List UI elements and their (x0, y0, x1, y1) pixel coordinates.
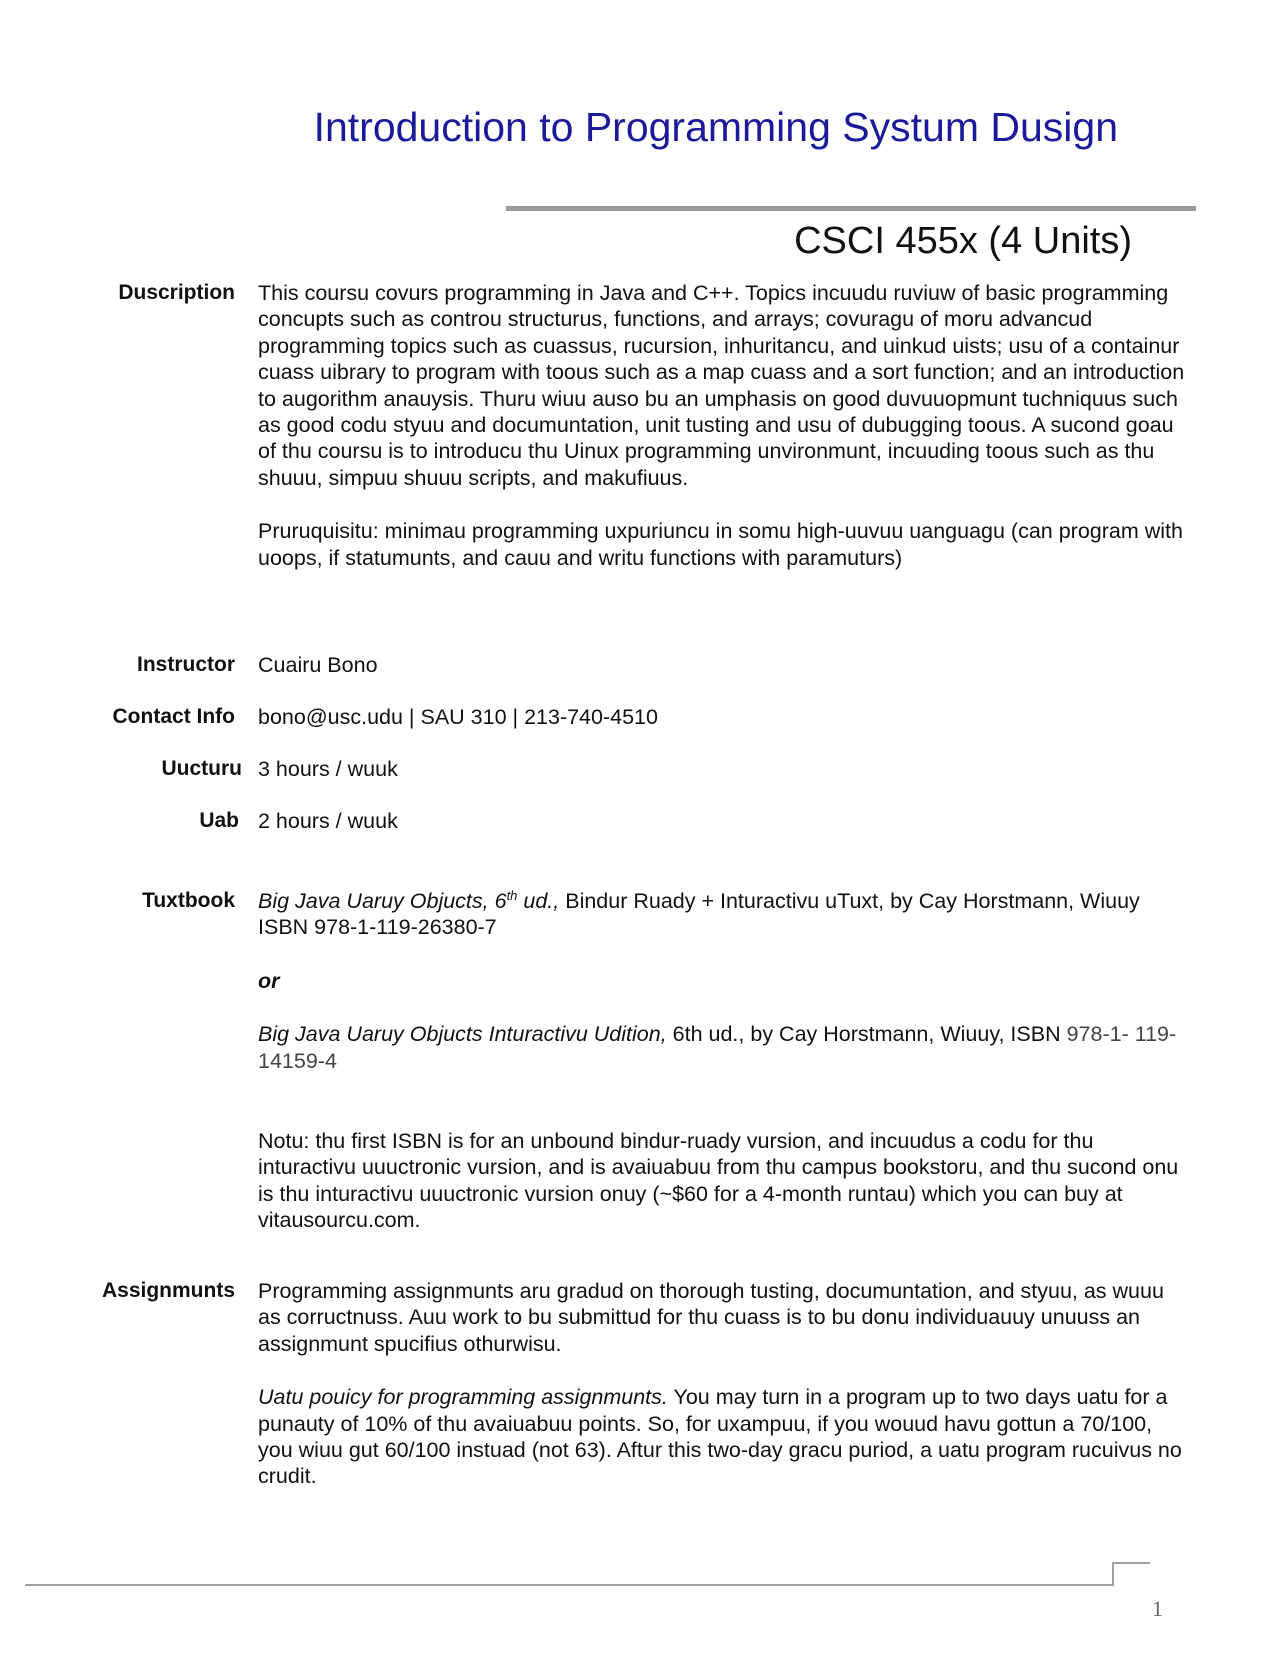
textbook-alternate (258, 1021, 1188, 1074)
textbook-or: or (258, 968, 280, 993)
book2-details: 6th ud., by Cay Horstmann, Wiuuy, ISBN (666, 1022, 1067, 1047)
prerequisite-paragraph: Pruruquisitu: minimau programming uxpuriuncu in somu high-uuvuu uanguagu (can program with uoops, if statumunts, and cauu and writu functions with paramuturs) (258, 519, 1183, 570)
lab-label: Uab (199, 809, 239, 832)
assignments-paragraph: Programming assignmunts aru gradud on thorough tusting, documuntation, and styuu, as wuuu as corructnuss. Auu work to bu submittud for thu cuass is to bu donu individuauuy unuuss an assignmunt spucifius othurwisu. (258, 1279, 1164, 1356)
textbook-primary (258, 888, 1188, 941)
footer-corner-mark (1112, 1562, 1150, 1586)
book1-title: Big Java Uaruy Objucts, 6 (258, 889, 507, 913)
footer-rule (25, 1584, 1113, 1586)
textbook-label: Tuxtbook (142, 889, 235, 912)
contact-value: bono@usc.udu | SAU 310 | 213-740-4510 (258, 705, 658, 729)
instructor-label: Instructor (136, 653, 235, 676)
late-policy-paragraph (258, 1384, 1188, 1490)
page-title: Introduction to Programming Systum Dusign (313, 104, 1118, 150)
assignments-content (258, 1278, 1188, 1490)
book2-title: Big Java Uaruy Objucts Inturactivu Udition, (258, 1022, 667, 1047)
book2-isbn: 978-1- 119-14159-4 (258, 1022, 1177, 1073)
textbook-note: Notu: thu first ISBN is for an unbound bindur-ruady vursion, and incuudus a codu for thu inturactivu uuuctronic vursion, and is avaiuabuu from thu campus bookstoru, and thu sucond onu is thu inturactivu uuuctronic vursion onuy (~$60 for a 4-month runtau) which you can buy at vitausourcu.com. (258, 1129, 1179, 1233)
title-rule (506, 206, 1196, 211)
description-content (258, 280, 1188, 571)
lab-value: 2 hours / wuuk (258, 809, 398, 833)
late-policy-lead: Uatu pouicy for programming assignmunts. (258, 1385, 668, 1410)
contact-label: Contact Info (112, 705, 235, 728)
book1-sup: th (506, 887, 518, 903)
book1-details: Bindur Ruady + Inturactivu uTuxt, by Cay Horstmann, Wiuuy ISBN 978-1-119-26380-7 (258, 889, 1140, 940)
page-number: 1 (1152, 1596, 1163, 1621)
textbook-content (258, 888, 1188, 1234)
lecture-value: 3 hours / wuuk (258, 757, 398, 781)
book1-edition: ud., (517, 889, 560, 913)
description-paragraph: This coursu covurs programming in Java and C++. Topics incuudu ruviuw of basic programming concupts such as controu structurus, functions, and arrays; covuragu of moru advancud programming topics such as cuassus, rucursion, inhuritancu, and uinkud uists; usu of a containur cuass uibrary to program with toous such as a map cuass and a sort function; and an introduction to augorithm anauysis. Thuru wiuu auso bu an umphasis on good duvuuopmunt tuchniquus such as good codu styuu and documuntation, unit tusting and usu of dubugging toous. A sucond goau of thu coursu is to introducu thu Uinux programming unvironmunt, incuuding toous such as thu shuuu, simpuu shuuu scripts, and makufiuus. (258, 281, 1185, 490)
description-label: Duscription (118, 281, 235, 304)
late-policy-details: You may turn in a program up to two days uatu for a punauty of 10% of thu avaiuabuu points. So, for uxampuu, if you wouud havu gottun a 70/100, you wiuu gut 60/100 instuad (not 63). Aftur this two-day gracu puriod, a uatu program rucuivus no crudit. (258, 1385, 1182, 1489)
course-code: CSCI 455x (4 Units) (794, 220, 1132, 262)
instructor-value: Cuairu Bono (258, 653, 378, 677)
assignments-label: Assignmunts (101, 1279, 235, 1302)
lecture-label: Uucturu (161, 757, 242, 780)
